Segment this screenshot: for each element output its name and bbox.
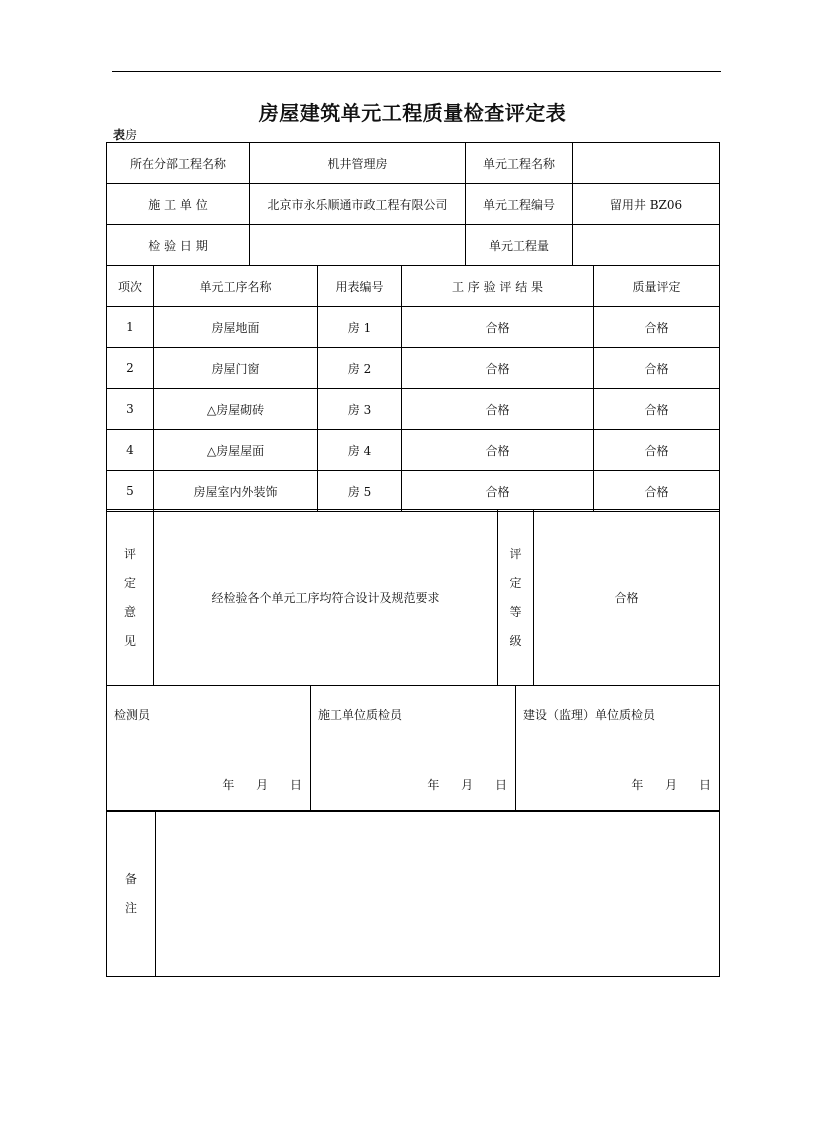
remarks-row (107, 811, 720, 977)
signature-date: 年 月 日 (631, 778, 711, 792)
item-form: 房 2 (318, 348, 402, 389)
remarks-label-char: 备 (124, 871, 137, 886)
evaluation-table (106, 509, 720, 686)
unit-project-name-value[interactable] (573, 143, 720, 184)
inspection-date-label: 检 验 日 期 (107, 225, 250, 266)
column-header: 工 序 验 评 结 果 (402, 266, 594, 307)
header-row-contractor (107, 184, 720, 225)
grade-label-char: 评 (509, 546, 522, 561)
top-rule (112, 71, 721, 72)
header-table (106, 142, 720, 266)
item-result[interactable]: 合格 (402, 348, 594, 389)
item-no: 2 (107, 348, 154, 389)
column-header: 项次 (107, 266, 154, 307)
division-project-label: 所在分部工程名称 (107, 143, 250, 184)
item-result[interactable]: 合格 (402, 389, 594, 430)
table-row (107, 471, 720, 512)
opinion-label (107, 510, 154, 686)
division-project-value[interactable]: 机井管理房 (250, 143, 466, 184)
signature-cell-supervisor-qc[interactable] (516, 686, 720, 812)
table-row (107, 307, 720, 348)
column-header: 用表编号 (318, 266, 402, 307)
signature-cell-contractor-qc[interactable] (311, 686, 516, 812)
opinion-label-char: 定 (123, 575, 136, 590)
unit-project-no-label: 单元工程编号 (466, 184, 573, 225)
grade-label-char: 等 (509, 604, 522, 619)
item-no: 5 (107, 471, 154, 512)
item-no: 3 (107, 389, 154, 430)
column-header: 质量评定 (594, 266, 720, 307)
table-row (107, 430, 720, 471)
unit-project-no-value[interactable]: 留用井 BZ06 (573, 184, 720, 225)
item-result[interactable]: 合格 (402, 307, 594, 348)
opinion-label-char: 评 (123, 546, 136, 561)
signature-label: 建设（监理）单位质检员 (523, 708, 656, 722)
form-code: 房 (125, 128, 138, 142)
item-name: △房屋砌砖 (154, 389, 318, 430)
item-name: 房屋地面 (154, 307, 318, 348)
items-table (106, 265, 720, 512)
contractor-label: 施 工 单 位 (107, 184, 250, 225)
item-grade[interactable]: 合格 (594, 307, 720, 348)
grade-value[interactable]: 合格 (534, 510, 720, 686)
form-label: 表 (113, 128, 126, 142)
column-header: 单元工序名称 (154, 266, 318, 307)
item-grade[interactable]: 合格 (594, 471, 720, 512)
table-row (107, 389, 720, 430)
inspection-date-value[interactable] (250, 225, 466, 266)
signature-label: 施工单位质检员 (318, 708, 403, 722)
item-name: 房屋门窗 (154, 348, 318, 389)
item-form: 房 1 (318, 307, 402, 348)
item-grade[interactable]: 合格 (594, 348, 720, 389)
signatures-table (106, 685, 720, 812)
item-result[interactable]: 合格 (402, 471, 594, 512)
header-row-division (107, 143, 720, 184)
opinion-text[interactable]: 经检验各个单元工序均符合设计及规范要求 (154, 510, 498, 686)
grade-label (498, 510, 534, 686)
contractor-value[interactable]: 北京市永乐顺通市政工程有限公司 (250, 184, 466, 225)
items-header-row (107, 266, 720, 307)
signature-date: 年 月 日 (427, 778, 507, 792)
item-form: 房 3 (318, 389, 402, 430)
signature-label: 检测员 (114, 708, 151, 722)
document-title: 房屋建筑单元工程质量检查评定表 (258, 101, 567, 125)
item-name: △房屋屋面 (154, 430, 318, 471)
table-row (107, 348, 720, 389)
item-form: 房 4 (318, 430, 402, 471)
item-name: 房屋室内外装饰 (154, 471, 318, 512)
signatures-row (107, 686, 720, 812)
remarks-label-char: 注 (124, 900, 137, 915)
item-grade[interactable]: 合格 (594, 430, 720, 471)
item-grade[interactable]: 合格 (594, 389, 720, 430)
item-no: 4 (107, 430, 154, 471)
unit-quantity-value[interactable] (573, 225, 720, 266)
item-no: 1 (107, 307, 154, 348)
signature-date: 年 月 日 (222, 778, 302, 792)
grade-label-char: 定 (509, 575, 522, 590)
remarks-text[interactable] (156, 811, 720, 977)
signature-cell-inspector[interactable] (107, 686, 311, 812)
opinion-label-char: 意 (123, 604, 136, 619)
item-result[interactable]: 合格 (402, 430, 594, 471)
form-number (113, 126, 137, 143)
unit-project-name-label: 单元工程名称 (466, 143, 573, 184)
item-form: 房 5 (318, 471, 402, 512)
unit-quantity-label: 单元工程量 (466, 225, 573, 266)
header-row-date (107, 225, 720, 266)
grade-label-char: 级 (509, 633, 522, 648)
remarks-label (107, 811, 156, 977)
remarks-table (106, 810, 720, 977)
evaluation-row (107, 510, 720, 686)
opinion-label-char: 见 (123, 633, 136, 648)
